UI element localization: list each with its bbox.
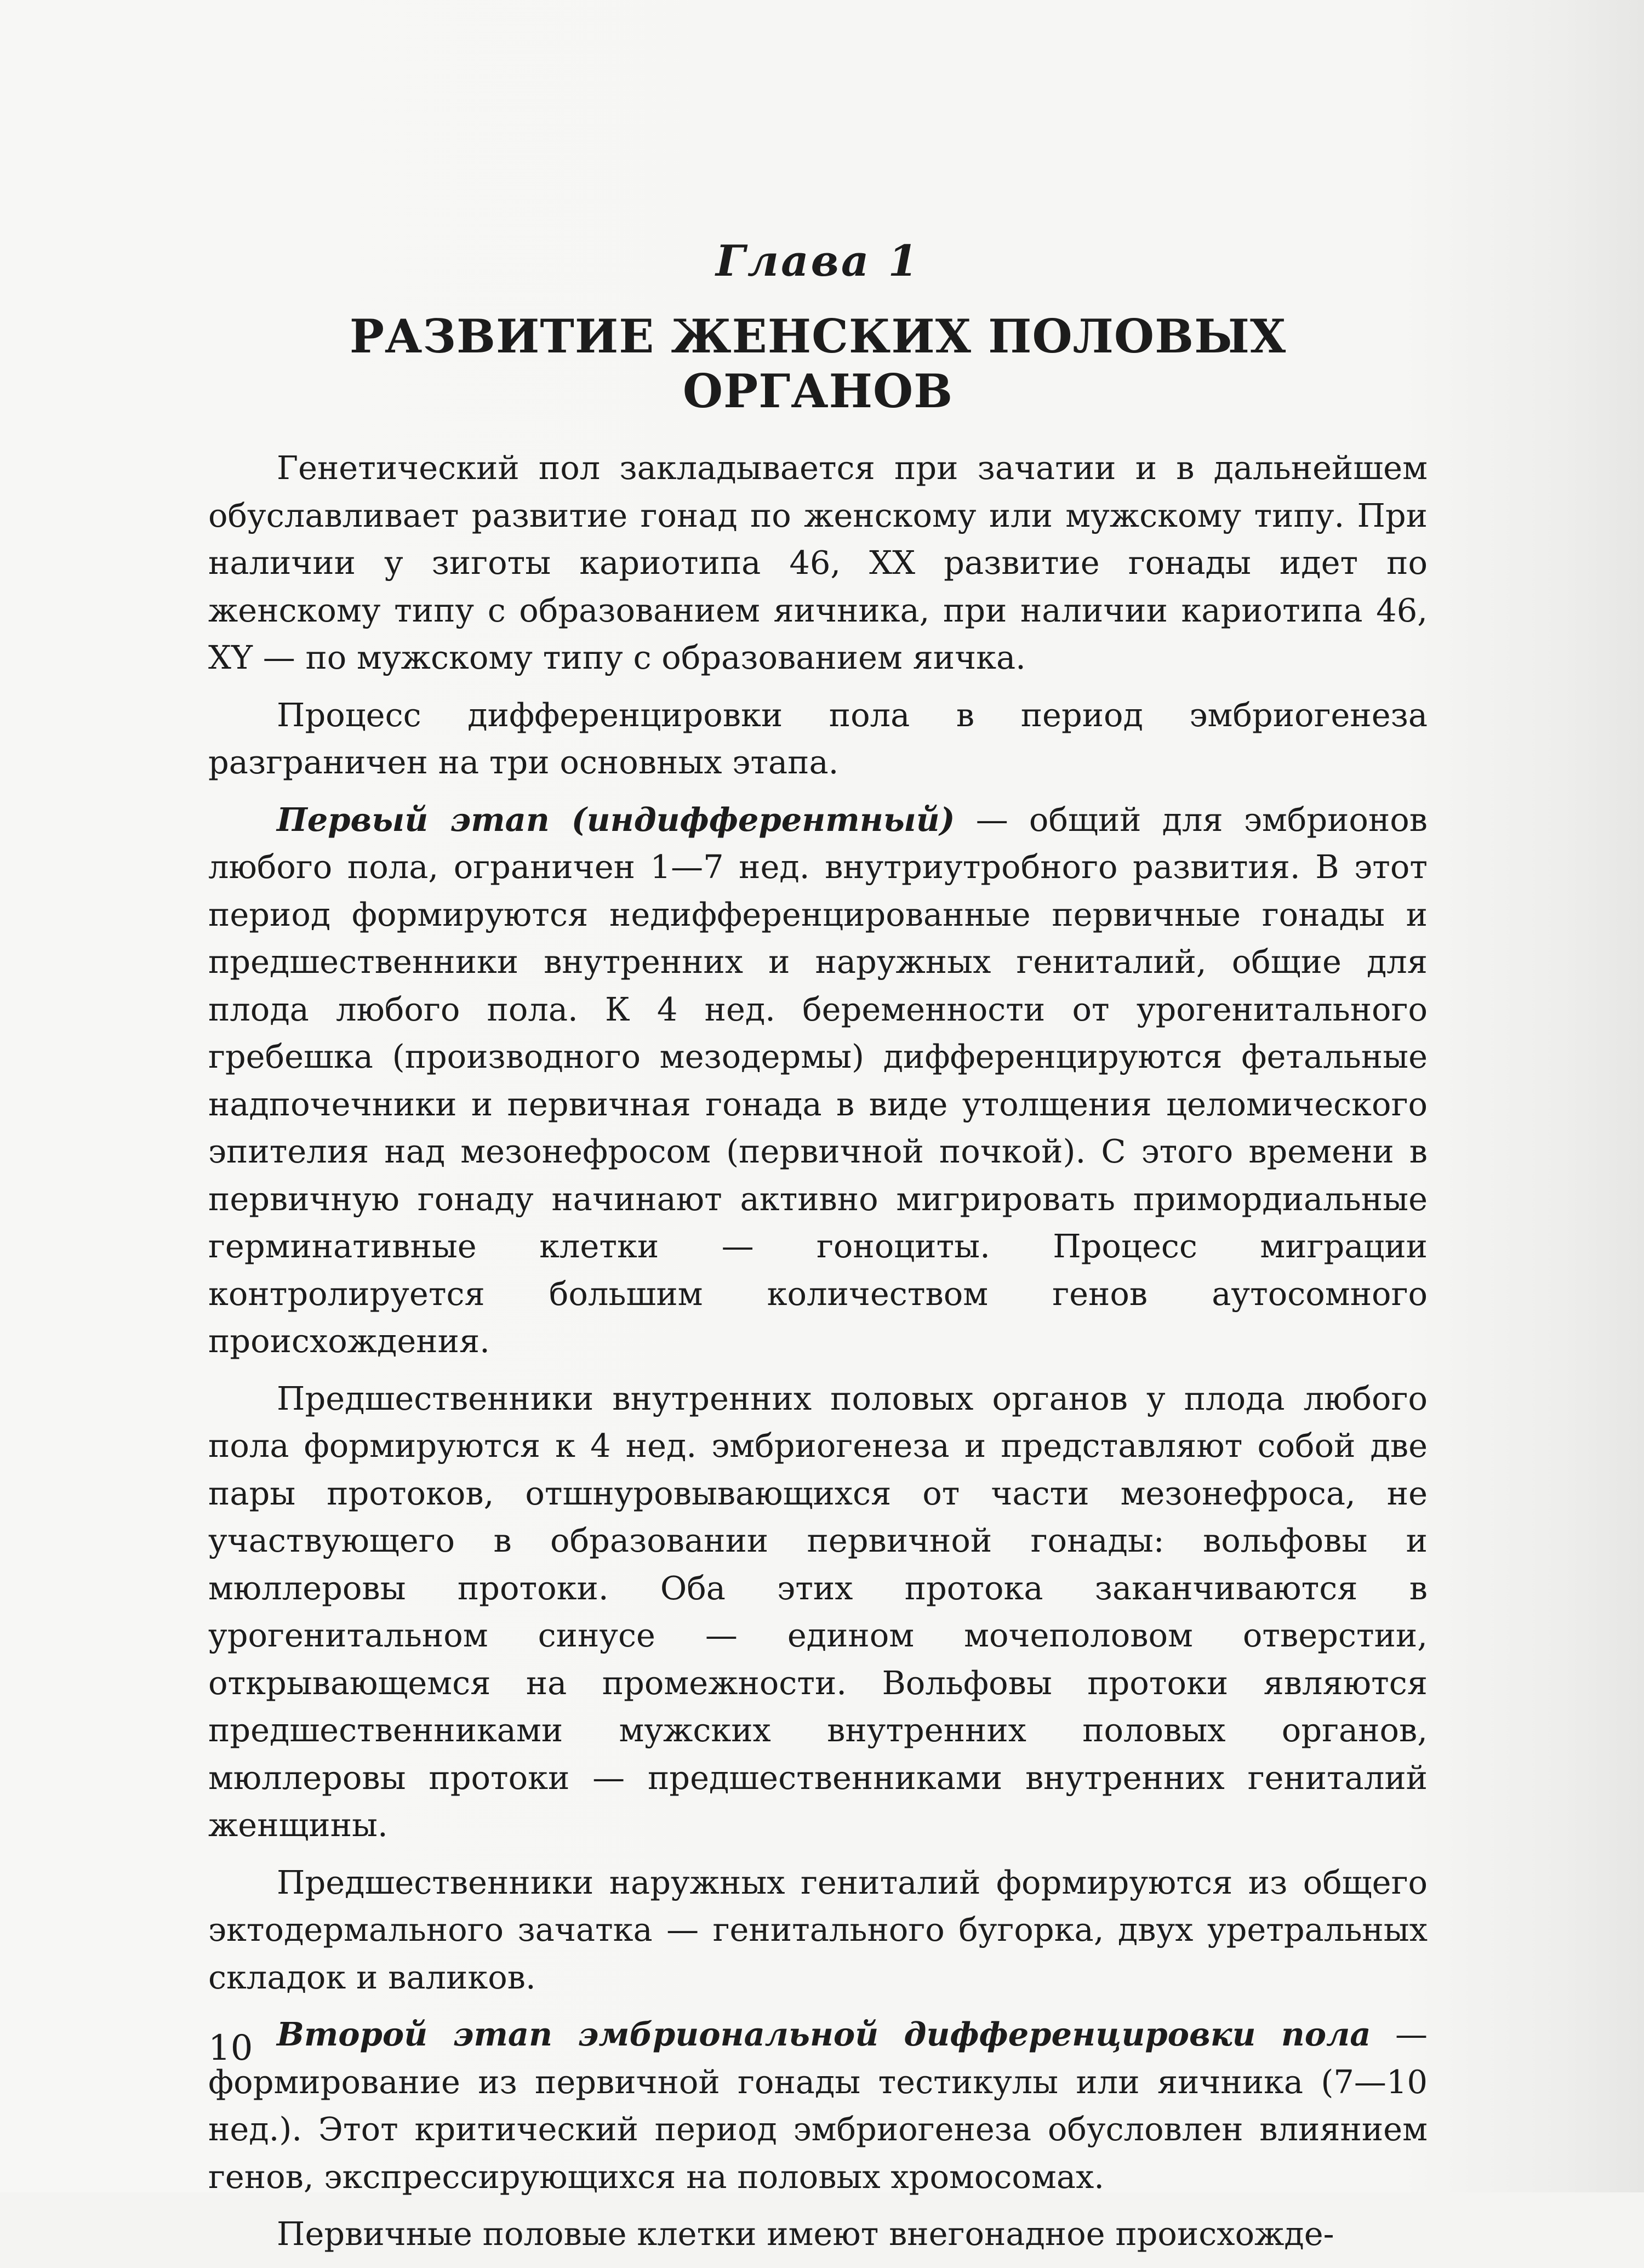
paragraph-text: Первичные половые клетки имеют внегонадное происхожде-	[277, 2215, 1334, 2253]
paragraph-text: Процесс дифференцировки пола в период эмбриогенеза разграничен на три основных этапа.	[208, 696, 1428, 782]
paragraph	[208, 1375, 1428, 1849]
paragraph-lead: Второй этап эмбриональной дифференцировки пола	[277, 2015, 1371, 2054]
paragraph	[208, 2011, 1428, 2201]
paragraph-text: Предшественники наружных гениталий формируются из общего эктодермального зачатка — генитального бугорка, двух уретральных складок и валиков.	[208, 1863, 1428, 1996]
paragraph-lead: Первый этап (индифферентный)	[277, 800, 955, 839]
paragraph	[208, 2210, 1428, 2258]
paragraph	[208, 692, 1428, 787]
page-number: 10	[208, 2028, 253, 2068]
paragraph-text: Предшественники внутренних половых органов у плода любого пола формируются к 4 нед. эмбриогенеза и представляют собой две пары протоков, отшнуровывающихся от части мезонефроса, не участвующего в образовании первичной гонады: вольфовы и мюллеровы протоки. Оба этих протока заканчиваются в урогенитальном синусе — едином мочеполовом отверстии, открывающемся на промежности. Вольфовы протоки являются предшественниками мужских внутренних половых органов, мюллеровы протоки — предшественниками внутренних гениталий женщины.	[208, 1379, 1428, 1844]
paragraph	[208, 445, 1428, 682]
paragraph-text: — общий для эмбрионов любого пола, ограничен 1—7 нед. внутриутробного развития. В этот период формируются недифференцированные первичные гонады и предшественники внутренних и наружных гениталий, общие для плода любого пола. К 4 нед. беременности от урогенитального гребешка (производного мезодермы) дифференцируются фетальные надпочечники и первичная гонада в виде утолщения целомического эпителия над мезонефросом (первичной почкой). С этого времени в первичную гонаду начинают активно мигрировать примордиальные герминативные клетки — гоноциты. Процесс миграции контролируется большим количеством генов аутосомного происхождения.	[208, 800, 1428, 1360]
paragraph	[208, 1859, 1428, 2002]
paragraph	[208, 796, 1428, 1365]
paragraph-text: — формирование из первичной гонады тестикулы или яичника (7—10 нед.). Этот критический период эмбриогенеза обусловлен влиянием генов, экспрессирующихся на половых хромосомах.	[208, 2015, 1428, 2196]
chapter-label: Глава 1	[716, 236, 920, 286]
page-content	[208, 236, 1428, 2268]
paragraph-text: Генетический пол закладывается при зачатии и в дальнейшем обуславливает развитие гонад по женскому или мужскому типу. При наличии у зиготы кариотипа 46, XX развитие гонады идет по женскому типу с образованием яичника, при наличии кариотипа 46, XY — по мужскому типу с образованием яичка.	[208, 449, 1428, 677]
chapter-title: РАЗВИТИЕ ЖЕНСКИХ ПОЛОВЫХ ОРГАНОВ	[349, 309, 1287, 419]
bleed-through-shadow	[986, 82, 1370, 203]
